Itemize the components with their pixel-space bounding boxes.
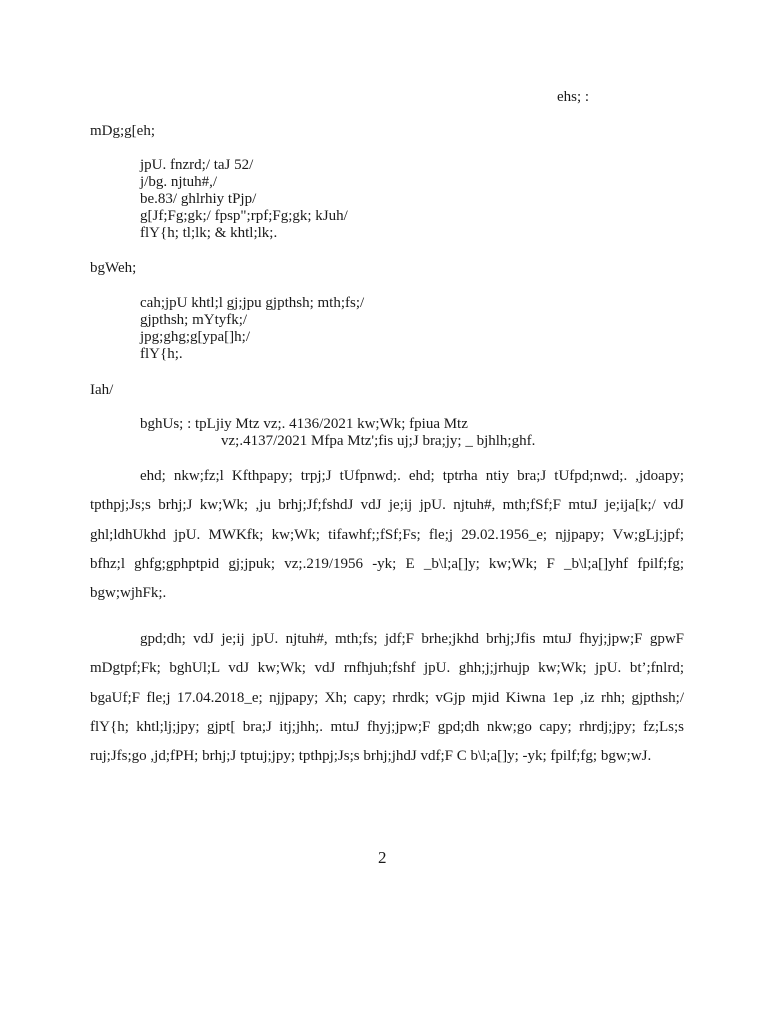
petitioner-heading: mDg;g[eh; [90, 123, 155, 139]
address-line: jpg;ghg;g[ypa[]h;/ [140, 329, 250, 345]
address-line: j/bg. njtuh#,/ [140, 174, 218, 190]
paragraph-text: gpd;dh; vdJ je;ij jpU. njtuh#, mth;fs; jdf;F brhe;jkhd brhj;Jfis mtuJ fhyj;jpw;F gpwF mDgtpf;Fk; bghUl;L vdJ kw;Wk; vdJ rnfhjuh;fshf jpU. ghh;j;jrhujp kw;Wk; jpU. bt’;fnlrd; bgaUf;F fle;j 17.04.2018_e; njjpapy; Xh; capy; rhrdk; vGjp mjid Kiwna 1ep ,iz rhh; gjpthsh;/ flY{h; khtl;lj;jpy; gjpt[ bra;J itj;jhh;. mtuJ fhyj;jpw;F gpd;dh nkw;go capy; rhrdj;jpy; fz;Ls;s ruj;Jfs;go ,jd;fPH; brhj;J tptuj;jpy; tpthpj;Js;s brhj;jhdJ vdf;F C b\l;a[]y; -yk; fpilf;fg; bgw;wJ. [90, 631, 684, 765]
petitioner-address [140, 157, 348, 242]
page-number: 2 [378, 848, 387, 867]
subject-line: bghUs; : tpLjiy Mtz vz;. 4136/2021 kw;Wk; fpiua Mtz [140, 416, 468, 432]
address-line: be.83/ ghlrhiy tPjp/ [140, 191, 257, 207]
subject-line-continued: vz;.4137/2021 Mfpa Mtz';fis uj;J bra;jy; _ bjhlh;ghf. [221, 433, 536, 449]
respondent-address [140, 295, 364, 363]
address-line: flY{h; tl;lk; & khtl;lk;. [140, 225, 278, 241]
address-line: jpU. fnzrd;/ taJ 52/ [140, 157, 254, 173]
salutation: Iah/ [90, 382, 114, 398]
respondent-heading: bgWeh; [90, 260, 137, 276]
address-line: cah;jpU khtl;l gj;jpu gjpthsh; mth;fs;/ [140, 295, 365, 311]
reference-label: ehs; : [557, 89, 590, 105]
address-line: g[Jf;Fg;gk;/ fpsp";rpf;Fg;gk; kJuh/ [140, 208, 348, 224]
body-paragraph [90, 625, 684, 771]
body-paragraph [90, 462, 684, 608]
paragraph-text: ehd; nkw;fz;l Kfthpapy; trpj;J tUfpnwd;. ehd; tptrha ntiy bra;J tUfpd;nwd;. ,jdoapy; tpthpj;Js;s brhj;J kw;Wk; ,ju brhj;Jf;fshdJ vdJ je;ij jpU. njtuh#, mth;fSf;F mtuJ je;ija[k;/ vdJ ghl;ldhUkhd jpU. MWKfk; kw;Wk; tifawhf;;fSf;Fs; fle;j 29.02.1956_e; njjpapy; Vw;gLj;jpf; bfhz;l ghfg;gphptpid gj;jpuk; vz;.219/1956 -yk; E _b\l;a[]y; kw;Wk; F _b\l;a[]yhf fpilf;fg; bgw;wjhFk;. [90, 468, 684, 602]
address-line: gjpthsh; mYtyfk;/ [140, 312, 248, 328]
address-line: flY{h;. [140, 346, 183, 362]
